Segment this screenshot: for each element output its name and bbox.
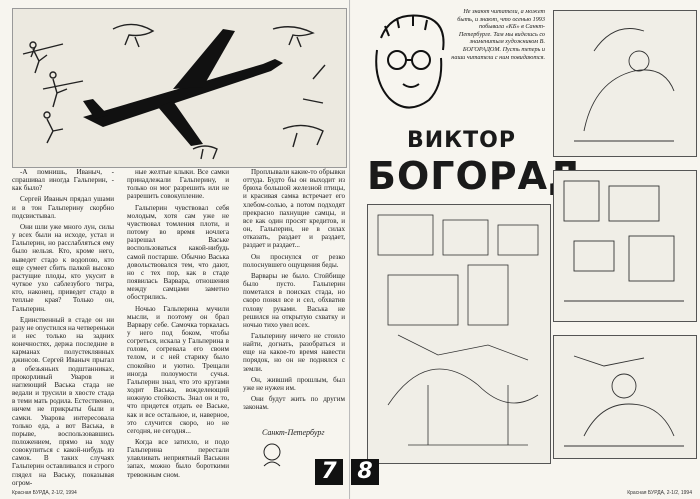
paragraph: -А помнишь, Иваныч, - спрашивал иногда Гальперин, - как было?: [12, 168, 114, 193]
paragraph: Гальперину ничего не стоило найти, догнать, разобраться и еще на какое-то время навести порядок, но он не поднялся с земли.: [243, 331, 345, 373]
right-page: [351, 0, 700, 499]
cave-painting-illustration: [12, 8, 347, 168]
paragraph: Ночью Гальперина мучили мысли, и поэтому он брал Варвару себе. Самочка торкалась у него под боком, чтобы согреться, искала у Гальперина в голове, согревала его своим телом, и с ней старику было спокойно и уютно. Трещали иногда полоумости сучья. Гальперин знал, что это кругами ходит Васька, вожделеющий ножную стойкость. Знал он и то, что придется отдать ее Ваське, как и все остальное, и, наверное, это случится скоро, но не сегодня, не сегодня...: [127, 304, 229, 435]
illustration-figure: [553, 335, 697, 459]
caricature-sketch-icon: [258, 440, 286, 470]
intro-note: Не знают читатели, а может быть, и знают, что осенью 1993 побывала «КБ» в Санкт-Петербурге. Там мы виделись со знаменитым художником В. БОГОРАДОМ. Пусть теперь и наши читатели с ним повидаются.: [451, 8, 545, 61]
text-column-1: [12, 168, 114, 490]
page-number-badge: 8: [351, 459, 379, 485]
paragraph: Сергей Иваныч прядал ушами и в тон Гальперину скорбно подсвистывал.: [12, 195, 114, 220]
illustration-gallery: [553, 170, 697, 322]
artist-first-name: ВИКТОР: [407, 128, 516, 153]
author-signature: Санкт-Петербург: [262, 428, 325, 437]
paragraph: Когда все затихло, и подо Гальперина перестали улавливать неприятный Васькин запах, можно было бороткими тревожным сном.: [127, 438, 229, 479]
cave-drawing: [13, 9, 346, 167]
paragraph: Они будут жить по другим законам.: [243, 395, 345, 412]
paragraph: Гальперин чувствовал себя молодым, хотя сам уже не чувствовал томления плоти, и потому во время ночлега разрешал Ваське воспользоваться какой-нибудь самой постарше. Обычно Васька довольствовался тем, что дают, но с тех пор, как в стаде появилась Варвара, отношения между самцами заметно обострились.: [127, 203, 229, 302]
paragraph: Он проснулся от резко полоснувшего ощущения беды.: [243, 252, 345, 269]
paragraph: ные желтые клыки. Все самки принадлежали Гальперину, и только он мог разрешить или не разрешить совокупление.: [127, 168, 229, 201]
airplane-icon: [83, 29, 283, 146]
paragraph: Проплывали какие-то обрывки оттуда. Будто бы он выходит из брюха большой железной птицы, и красивая самка встречает его хлебом-солью, а потом подходят прекрасно пахнущие самцы, и все как один просят кредитов, и он, Гальперин, не в силах отказать, раздает и раздает, раздает и раздает...: [243, 168, 345, 250]
page-number-badge: 7: [315, 459, 343, 485]
paragraph: Варвары не было. Стойбище было пусто. Гальперин пометался в поисках стада, но скоро понял все и сел, обхватив голову руками. Васька не решился на открытую схватку и ночью тихо увел всех.: [243, 271, 345, 329]
artist-portrait-sketch: [363, 8, 453, 126]
story-text: [12, 168, 345, 487]
text-column-3: [243, 168, 345, 414]
interior-illustration: [367, 204, 551, 464]
paragraph: Единственный в стаде он ни разу не опустился на четвереньки и нес только на задних конечностях, держа последние в карманах полустеклянных джинсов. Сергей Иваныч прыгал в обезьяньих подштанниках, прокорливый Уваров и наглеющий Васька стада не ведали и трусили в хвосте стада в теми мать родила. Естественно, ничем не прикрыты были и самки. Уварова интересовала только еда, а вот Васька, в порыве, воспользовавшись положением, прямо на ходу совокупиться с какой-нибудь из самок. В таких случаях Гальперин оставливался и строго глядел на Ваську, показывая огром-: [12, 315, 115, 487]
page-footer: Красная БУРДА, 2-1/2, 1994: [627, 490, 692, 496]
text-column-2: [127, 168, 229, 482]
page-footer: Красная БУРДА, 2-1/2, 1994: [12, 490, 77, 496]
artist-last-name: БОГОРАД: [367, 154, 583, 198]
illustration-bird: [553, 10, 697, 157]
paragraph: Он, живший прошлым, был уже не нужен им.: [243, 375, 345, 392]
paragraph: Они шли уже много лун, силы у всех были на исходе, устал и Гальперин, но расслабляться ему было нельзя. Кто, кроме него, выведет стадо к водопою, кто еще сумеет сбить палкой высоко растущие плоды, кто укусит в чуткое ухо саблезубого тигра, кто, наконец, приведет стадо в теплые края? Только он, Гальперин.: [12, 222, 114, 313]
